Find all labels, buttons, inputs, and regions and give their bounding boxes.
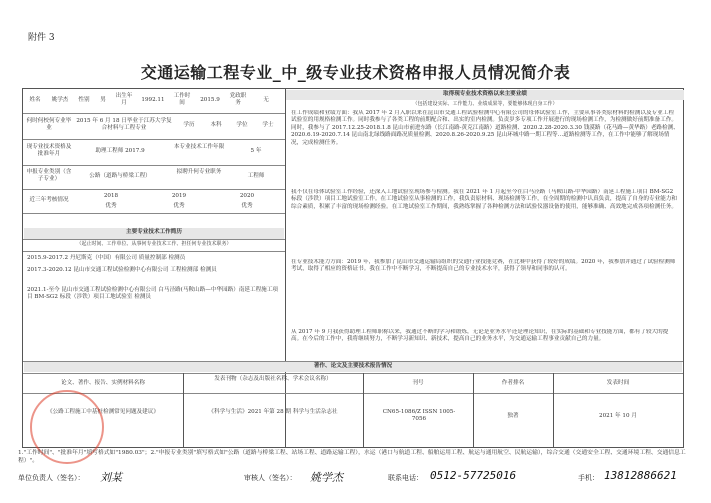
papers-col-issn: 刊号	[412, 380, 424, 386]
mobile-value: 13812886621	[604, 469, 677, 482]
assess-year-2018: 2018	[103, 193, 119, 199]
degree-label: 学历	[183, 122, 195, 128]
apply-category-value: 公路（道路与桥梁工程）	[89, 173, 151, 179]
proposed-post-label: 拟聘升何专业职务	[176, 169, 222, 175]
proposed-post-value: 工程师	[247, 173, 265, 179]
experience-item-2: 2017.3-2020.12 昆山市交通工程试验检测中心有限公司 工程检测部 检测员	[27, 267, 217, 273]
unit-leader-label: 单位负责人（签名）：	[18, 474, 85, 482]
achievement-paragraph-3: 在专业技术能力方面：2019 年，我参加了昆山市交通运输局组织的交通行业技能竞赛，在比赛中获得了较好的成绩。2020 年，我参加并通过了试验检测师考试，取得了相应的资格证书。我在工作中不断学习，不断提高自己的专业技术水平，获得了领导和同事的认可。	[291, 259, 676, 273]
auditor-label: 审核人（签名）：	[244, 474, 297, 482]
auditor-signature: 姚学杰	[310, 471, 343, 484]
party-label: 党政职务	[229, 93, 247, 107]
gender-label: 性别	[78, 97, 90, 103]
achievement-paragraph-2: 我不仅在母体试验室工作经验，还深入工地试验室现场参与检测。我在 2021 年 1 月起至今在白马泾路（马鞍山路-中华园路）南延工程施工项目 BM-SG2 标段（涉铁）项目工地试验室工作。在工地试验室从事检测的工作，我负责原材料、现场检测等工作，在全周期的检测中认真负责，提高了自身的专业能力和综合素质，积累了丰富的现场检测经验。在工地试验室工作期间，我熟练掌握了各种检测方法和试验仪器设备的使用，能够准确、高效地完成各项检测任务。	[291, 189, 677, 210]
page-title: 交通运输工程专业_中_级专业技术资格申报人员情况简介表	[140, 63, 571, 82]
xuewei-label: 学位	[236, 122, 248, 128]
assess-year-2020: 2020	[239, 193, 255, 199]
work-time-label: 工作时间	[173, 93, 191, 107]
phone-value: 0512-57725016	[430, 469, 517, 482]
birth-label: 出生年月	[115, 93, 133, 107]
xuewei-value: 学士	[262, 122, 274, 128]
papers-col-title: 论文、著作、报告、实例材料名称	[61, 380, 145, 386]
experience-item-1: 2015.9-2017.2 丹尼斯克（中国）有限公司 质量控制部 检测员	[27, 255, 186, 261]
current-title-value: 助理工程师 2017.9	[95, 148, 145, 154]
assess-value-2020: 优秀	[241, 203, 253, 209]
birth-value: 1992.11	[141, 97, 165, 103]
annex-label: 附件 3	[28, 33, 55, 43]
degree-value: 本科	[210, 122, 222, 128]
achievement-header: 取得现专业技术资格以来主要业绩	[443, 91, 527, 97]
papers-col-date: 发表时间	[606, 380, 630, 386]
party-value: 无	[263, 97, 269, 103]
paper-issn: CN65-1086/Z ISSN 1005-7056	[382, 409, 456, 423]
years-value: 5 年	[250, 148, 262, 154]
current-title-label: 现专业技术资格及批准年月	[26, 144, 72, 158]
achievement-paragraph-1: 在工作成绩和业绩方面：我从 2017 年 2 月入职以来在昆山市交通工程试验检测中心有限公司的母体试验室工作，主要从事各类原材料的检测以及专业工程试验室的用规格检测工作。同时我参与了各类工程的前期配合和、出实的室内检测。负责岁多专项工作开展进行的现场检测工作，为检测做好前期准备工作。同时，我参与了 2017.12.25-2018.1.8 昆山市前进东路（长江南路-黄克江南路）道路检测、2020.2.28-2020.3.30 钱漠路（花马路—黄华路）老路检测、2020.6.19-2020.7.14 昆山南北绿线路面路况质量检测、2020.8.26-2020.9.25 昆山环城中路一期工程等…道路检测等工作，在工作中能够了解现场情况，完成检测任务。	[291, 110, 679, 146]
papers-header: 著作、论文及主要技术报告情况	[313, 363, 393, 369]
signature-row	[18, 468, 698, 488]
assess-year-2019: 2019	[171, 193, 187, 199]
paper-journal: 《科学与生活》2021 年第 28 期 科学与生活杂志社	[208, 409, 338, 415]
paper-rank: 独著	[507, 413, 519, 419]
footnote: 1."工作时间"、"批准年月"填写格式如"1980.03"；2."申报专业类别"填写格式如"公路（道路与桥梁工程、站场工程、道路运输工程），水运（港口与航道工程、船舶运用工程、航运与通用航空、民航运输），综合交通（交通安全工程、交通环境工程、交通信息工程）"。	[18, 450, 686, 464]
work-time-value: 2015.9	[200, 97, 220, 103]
experience-item-3: 2021.1-至今 昆山市交通工程试验检测中心有限公司 白马泾路(马鞍山路—中华园路）南延工程施工项目 BM-SG2 标段（涉铁）项目工地试验室 检测员	[27, 287, 278, 301]
form-table	[22, 88, 684, 448]
assess-value-2019: 优秀	[173, 203, 185, 209]
experience-subheader: （起止时间、工作单位、从事何专业技术工作、担任何专业技术职务）	[76, 241, 232, 247]
achievement-subheader: （包括建设实际、工作能力、业绩成果等，要能够体现自身工作）	[412, 101, 558, 107]
paper-date: 2021 年 10 月	[599, 413, 637, 419]
graduation-value: 2015 年 6 月 18 日毕业于江苏大学复合材料与工程专业	[76, 118, 172, 132]
name-value: 姚学杰	[51, 97, 69, 103]
name-label: 姓名	[29, 97, 41, 103]
gender-value: 男	[100, 97, 106, 103]
achievement-paragraph-4: 从 2017 年 9 月我获得助理工程师职称以来，我通过不断的学习和锻炼，无论是业务水平还是理论知识，在实际的基础和专业技能方面，都有了较大的提高。在今后的工作中，我将继续努力，不断学习新知识、新技术，提高自己的业务水平，为交通运输工程事业贡献自己的力量。	[291, 329, 669, 343]
graduation-label: 何时何校何专业毕业	[26, 118, 72, 132]
mobile-label: 手机：	[578, 474, 599, 482]
apply-category-label: 申报专业类别（含子专业）	[26, 169, 72, 183]
paper-title: 《公路工程施工中基桩检测常见问题及建议》	[47, 409, 159, 415]
papers-col-rank: 作者排名	[501, 380, 525, 386]
phone-label: 联系电话：	[388, 474, 423, 482]
assess-value-2018: 优秀	[105, 203, 117, 209]
years-label: 本专业技术工作年限	[173, 144, 225, 150]
unit-leader-signature: 刘某	[100, 471, 122, 484]
papers-col-journal: 发表刊物（杂志及出版社名称、学术会议名称）	[214, 376, 332, 382]
experience-header: 主要专业技术工作简历	[126, 229, 182, 235]
assessment-label: 近三年考核情况	[29, 197, 69, 203]
